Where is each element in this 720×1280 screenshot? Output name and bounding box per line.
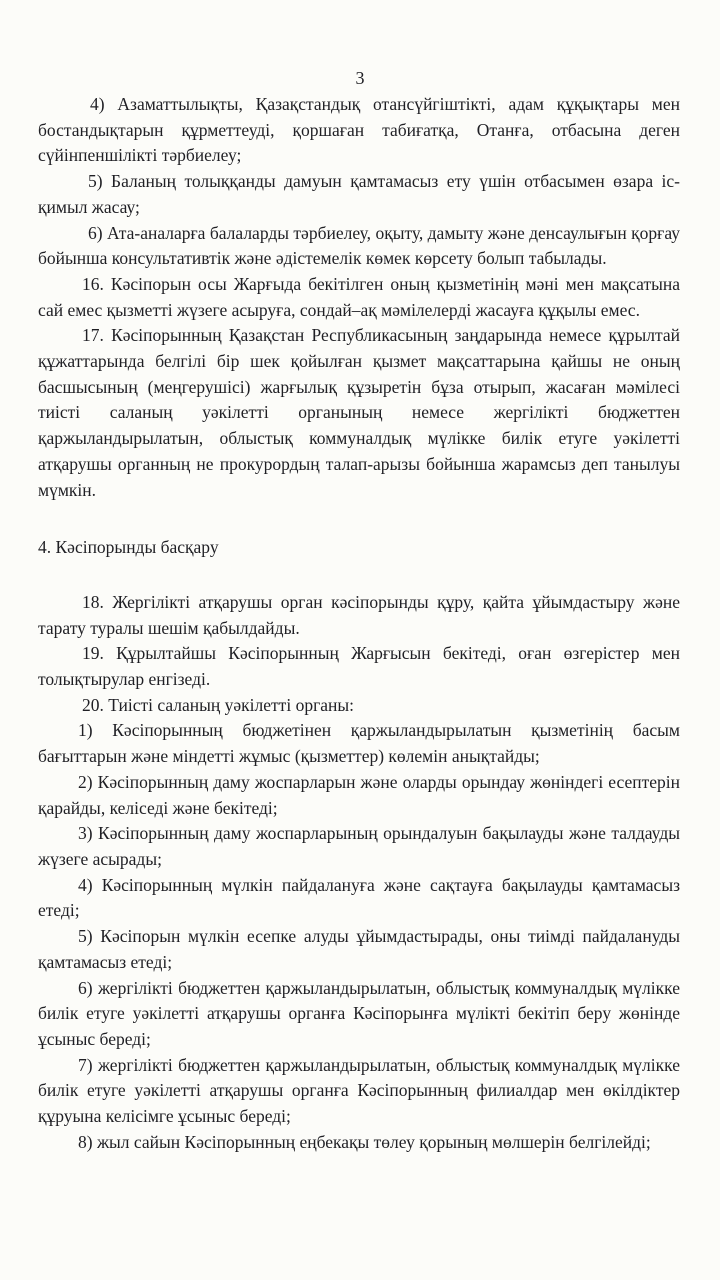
paragraph-20-item-3: 3) Кәсіпорынның даму жоспарларының орындалуын бақылауды және талдауды жүзеге асырады; — [38, 823, 680, 869]
paragraph-17: 17. Кәсіпорынның Қазақстан Республикасының заңдарында немесе құрылтай құжаттарында белгілі бір шек қойылған қызмет мақсаттарына қайшы не оның басшысының (меңгерушісі) жарғылық құзыретін бұза отырып, жасаған мәмілесі тиісті саланың уәкілетті органының немесе жергілікті бюджеттен қаржыландырылатын, облыстық коммуналдық мүлікке билік етуге уәкілетті атқарушы органның не прокурордың талап-арызы бойынша жарамсыз деп танылуы мүмкін. — [38, 325, 680, 500]
section-heading: 4. Кәсіпорынды басқару — [38, 537, 219, 558]
paragraph-item-6: 6) Ата-аналарға балаларды тәрбиелеу, оқыту, дамыту және денсаулығын қорғау бойынша консультативтік және әдістемелік көмек көрсету болып табылады. — [38, 222, 680, 269]
paragraph-20-item-1: 1) Кәсіпорынның бюджетінен қаржыландырылатын қызметінің басым бағыттарын және міндетті жұмыс (қызметтер) көлемін анықтайды; — [38, 720, 680, 767]
paragraph-16: 16. Кәсіпорын осы Жарғыда бекітілген оның қызметінің мәні мен мақсатына сай емес қызметті жүзеге асыруға, сондай–ақ мәмілелерді жасауға құқылы емес. — [38, 273, 680, 320]
paragraph-item-5: 5) Баланың толыққанды дамуын қамтамасыз ету үшін отбасымен өзара іс-қимыл жасау; — [38, 171, 680, 217]
paragraph-20-item-7: 7) жергілікті бюджеттен қаржыландырылатын, облыстық коммуналдық мүлікке билік етуге уәкілетті атқарушы органға Кәсіпорынның филиалдар мен өкілдіктер құруына келісімге ұсыныс береді; — [38, 1054, 680, 1127]
paragraph-19: 19. Құрылтайшы Кәсіпорынның Жарғысын бекітеді, оған өзгерістер мен толықтырулар енгізеді. — [38, 643, 680, 690]
paragraph-20-item-8: 8) жыл сайын Кәсіпорынның еңбекақы төлеу қорының мөлшерін белгілейді; — [78, 1131, 651, 1152]
paragraph-20-item-4: 4) Кәсіпорынның мүлкін пайдалануға және сақтауға бақылауды қамтамасыз етеді; — [38, 874, 680, 921]
paragraph-18: 18. Жергілікті атқарушы орган кәсіпорынды құру, қайта ұйымдастыру және тарату туралы шешім қабылдайды. — [38, 591, 680, 638]
paragraph-item-4: 4) Азаматтылықты, Қазақстандық отансүйгіштікті, адам құқықтары мен бостандықтарын құрметтеуді, қоршаған табиғатқа, Отанға, отбасына деген сүйінпеншілікті тәрбиелеу; — [38, 94, 680, 166]
paragraph-20-item-2: 2) Кәсіпорынның даму жоспарларын және оларды орындау жөніндегі есептерін қарайды, келіседі және бекітеді; — [38, 771, 680, 818]
paragraph-20-item-6: 6) жергілікті бюджеттен қаржыландырылатын, облыстық коммуналдық мүлікке билік етуге уәкілетті атқарушы органға Кәсіпорынға мүлікті бекітіп беру жөнінде ұсыныс береді; — [38, 977, 680, 1049]
paragraph-20: 20. Тиісті саланың уәкілетті органы: — [82, 694, 354, 715]
page-number: 3 — [355, 68, 365, 88]
document-body — [38, 92, 680, 1155]
paragraph-20-item-5: 5) Кәсіпорын мүлкін есепке алуды ұйымдастырады, оны тиімді пайдалануды қамтамасыз етеді; — [38, 926, 680, 972]
